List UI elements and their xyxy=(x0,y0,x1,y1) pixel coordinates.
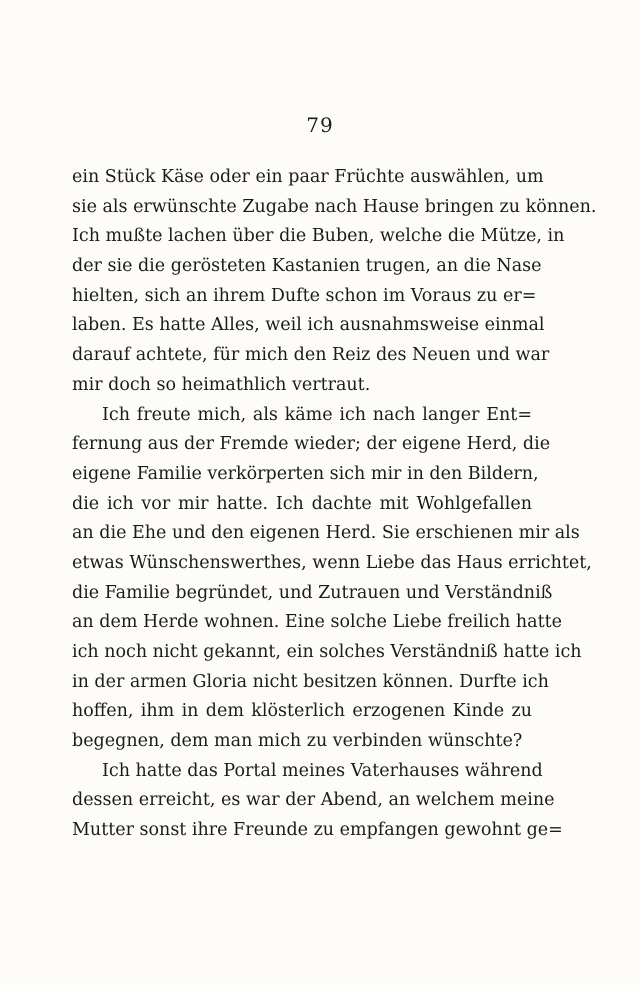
text-line: hoffen, ihm in dem klösterlich erzogenen Kinde zu xyxy=(72,701,532,722)
text-line: darauf achtete, für mich den Reiz des Neuen und war xyxy=(72,345,550,366)
text-line: in der armen Gloria nicht besitzen können. Durfte ich xyxy=(72,671,549,692)
paragraph-2 xyxy=(72,401,592,757)
text-line: dessen erreicht, es war der Abend, an welchem meine xyxy=(72,790,555,811)
text-line: etwas Wünschenswerthes, wenn Liebe das Haus errichtet, xyxy=(72,552,592,573)
text-line: laben. Es hatte Alles, weil ich ausnahmsweise einmal xyxy=(72,315,545,336)
text-line: begegnen, dem man mich zu verbinden wünschte? xyxy=(72,731,523,752)
text-line: die Familie begründet, und Zutrauen und Verständniß xyxy=(72,582,553,603)
text-line: mir doch so heimathlich vertraut. xyxy=(72,374,371,395)
text-line: ich noch nicht gekannt, ein solches Verständniß hatte ich xyxy=(72,642,582,662)
text-line: sie als erwünschte Zugabe nach Hause bringen zu können. xyxy=(72,196,597,217)
body-text xyxy=(72,163,597,846)
text-line: hielten, sich an ihrem Dufte schon im Voraus zu er= xyxy=(72,285,537,306)
text-line: ein Stück Käse oder ein paar Früchte auswählen, um xyxy=(72,167,544,187)
paragraph-3 xyxy=(72,757,563,846)
text-line: Mutter sonst ihre Freunde zu empfangen gewohnt ge= xyxy=(72,820,563,841)
paragraph-1 xyxy=(72,163,597,401)
text-line: an die Ehe und den eigenen Herd. Sie erschienen mir als xyxy=(72,523,580,544)
text-line: Ich freute mich, als käme ich nach langer Ent= xyxy=(102,404,532,425)
text-line: eigene Familie verkörperten sich mir in den Bildern, xyxy=(72,463,539,484)
text-line: an dem Herde wohnen. Eine solche Liebe freilich hatte xyxy=(72,612,563,633)
text-line: Ich hatte das Portal meines Vaterhauses während xyxy=(102,760,543,781)
page-number: 79 xyxy=(306,113,334,137)
text-line: fernung aus der Fremde wieder; der eigene Herd, die xyxy=(72,434,551,455)
text-line: die ich vor mir hatte. Ich dachte mit Wohlgefallen xyxy=(72,493,532,514)
text-line: Ich mußte lachen über die Buben, welche die Mütze, in xyxy=(72,226,565,247)
text-line: der sie die gerösteten Kastanien trugen, an die Nase xyxy=(72,256,542,277)
